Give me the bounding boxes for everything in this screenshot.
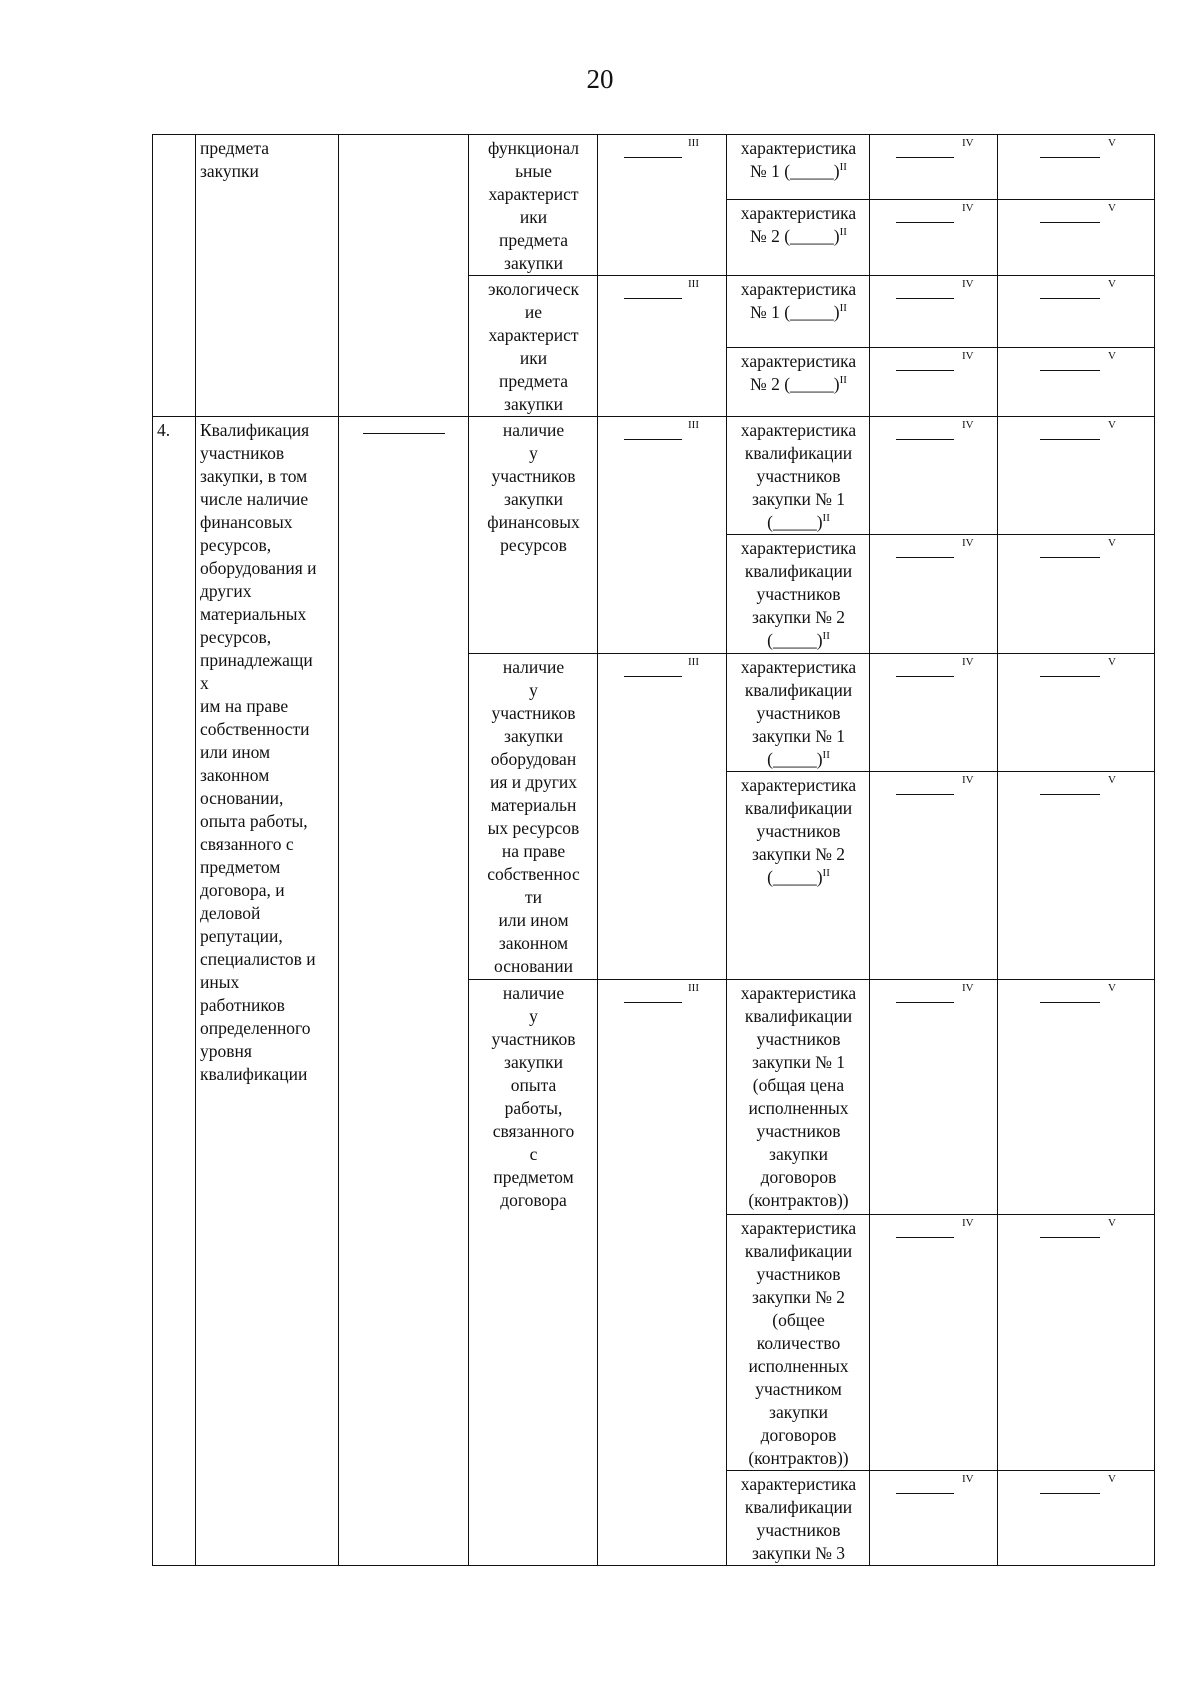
characteristic-cell: характеристика № 1 (_____)$^{II}$ (727, 135, 870, 200)
criterion-number: 4. (153, 417, 196, 1566)
criteria-table (152, 134, 1155, 1566)
weight-cell: III (598, 135, 727, 276)
characteristic-cell: характеристика квалификации участников закупки № 2 (_____)$^{II}$ (727, 772, 870, 980)
page-number: 20 (586, 64, 614, 94)
criterion-value (339, 417, 469, 1566)
char-value-cell: V (998, 654, 1155, 772)
characteristic-cell: характеристика квалификации участников закупки № 1 (_____)$^{II}$ (727, 417, 870, 535)
char-value-cell: V (998, 772, 1155, 980)
cell-num-top (153, 135, 196, 417)
characteristic-cell: характеристика квалификации участников закупки № 2 (общее количество исполненных участником закупки договоров (контрактов)) (727, 1215, 870, 1471)
char-value-cell: V (998, 980, 1155, 1215)
criterion-value-top (339, 135, 469, 417)
char-value-cell: V (998, 135, 1155, 200)
table-row (153, 135, 1155, 200)
char-weight-cell: IV (870, 347, 998, 417)
char-weight-cell: IV (870, 1215, 998, 1471)
indicator-cell: наличие у участников закупки оборудован ия и других материальн ых ресурсов на праве собственнос ти или ином законном основании (469, 654, 598, 980)
indicator-cell: экологическ ие характерист ики предмета закупки (469, 276, 598, 417)
characteristic-cell: характеристика квалификации участников закупки № 1 (общая цена исполненных участников закупки договоров (контрактов)) (727, 980, 870, 1215)
criterion-name-top: предмета закупки (196, 135, 339, 417)
char-weight-cell: IV (870, 276, 998, 348)
char-value-cell: V (998, 200, 1155, 276)
char-weight-cell: IV (870, 1471, 998, 1566)
characteristic-cell: характеристика квалификации участников закупки № 1 (_____)$^{II}$ (727, 654, 870, 772)
characteristic-cell: характеристика № 2 (_____)$^{II}$ (727, 200, 870, 276)
char-weight-cell: IV (870, 135, 998, 200)
characteristic-cell: характеристика квалификации участников закупки № 2 (_____)$^{II}$ (727, 535, 870, 654)
indicator-cell: наличие у участников закупки опыта работы, связанного с предметом договора (469, 980, 598, 1566)
characteristic-cell: характеристика квалификации участников закупки № 3 (727, 1471, 870, 1566)
weight-cell: III (598, 417, 727, 654)
char-value-cell: V (998, 347, 1155, 417)
char-weight-cell: IV (870, 535, 998, 654)
characteristic-cell: характеристика № 1 (_____)$^{II}$ (727, 276, 870, 348)
char-weight-cell: IV (870, 200, 998, 276)
char-weight-cell: IV (870, 417, 998, 535)
char-weight-cell: IV (870, 654, 998, 772)
weight-cell: III (598, 276, 727, 417)
char-weight-cell: IV (870, 980, 998, 1215)
char-value-cell: V (998, 276, 1155, 348)
criterion-name: Квалификация участников закупки, в том числе наличие финансовых ресурсов, оборудования и других материальных ресурсов, принадлежащи х им на праве собственности или ином законном основании, опыта работы, связанного с предметом договора, и деловой репутации, специалистов и иных работников определенного уровня квалификации (196, 417, 339, 1566)
weight-cell: III (598, 980, 727, 1566)
char-weight-cell: IV (870, 772, 998, 980)
char-value-cell: V (998, 535, 1155, 654)
char-value-cell: V (998, 417, 1155, 535)
characteristic-cell: характеристика № 2 (_____)$^{II}$ (727, 347, 870, 417)
char-value-cell: V (998, 1215, 1155, 1471)
indicator-cell: наличие у участников закупки финансовых ресурсов (469, 417, 598, 654)
weight-cell: III (598, 654, 727, 980)
table-row (153, 417, 1155, 535)
char-value-cell: V (998, 1471, 1155, 1566)
indicator-cell: функционал ьные характерист ики предмета закупки (469, 135, 598, 276)
